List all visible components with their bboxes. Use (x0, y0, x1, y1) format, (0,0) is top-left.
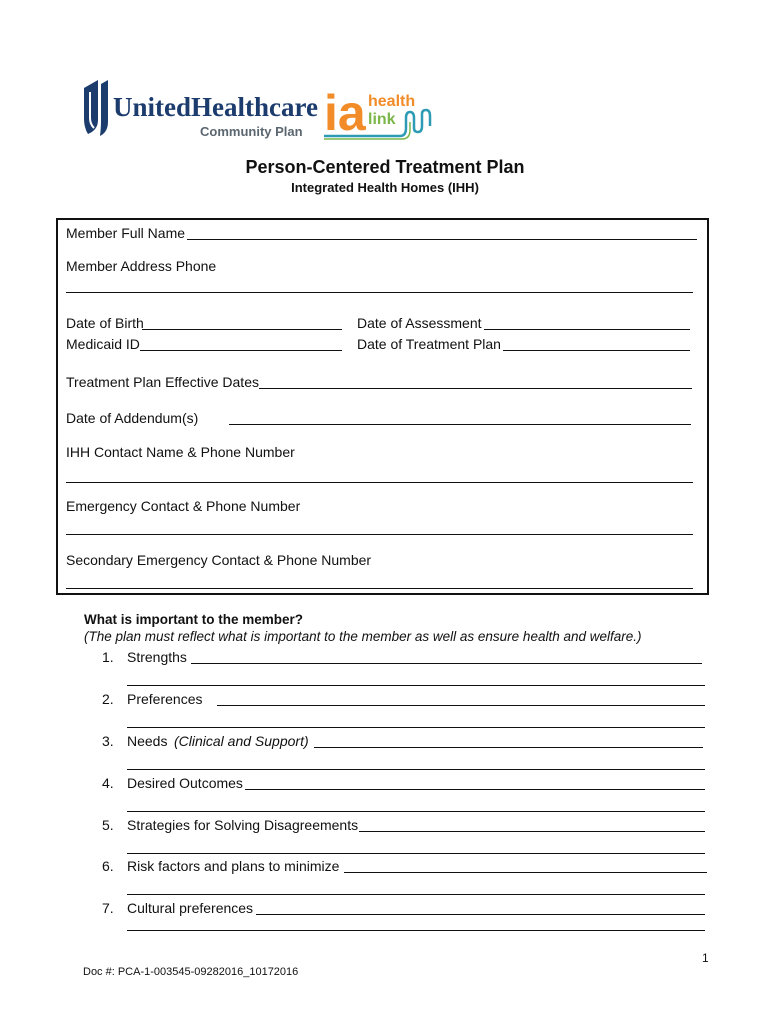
page-title: Person-Centered Treatment Plan (245, 157, 525, 177)
member-info-box (56, 218, 709, 595)
date-of-birth-field[interactable] (142, 329, 342, 330)
item-3-field-continued[interactable] (127, 769, 705, 770)
item-2-field-continued[interactable] (127, 727, 705, 728)
ia-mark: ia (324, 85, 366, 140)
item-7-field-continued[interactable] (127, 930, 705, 931)
item-1-number: 1. (102, 649, 114, 665)
item-2-number: 2. (102, 691, 114, 707)
date-of-assessment-field[interactable] (484, 329, 690, 330)
item-3-label: Needs (127, 733, 168, 749)
item-3-qualifier: (Clinical and Support) (174, 733, 309, 749)
page-subtitle: Integrated Health Homes (IHH) (291, 180, 479, 195)
treatment-plan-effective-dates-label: Treatment Plan Effective Dates (66, 374, 259, 390)
page-number: 1 (702, 951, 709, 965)
item-7-label: Cultural preferences (127, 900, 254, 916)
date-of-addendum-field[interactable] (229, 424, 691, 425)
item-3-number: 3. (102, 733, 114, 749)
ihh-contact-label: IHH Contact Name & Phone Number (66, 444, 295, 460)
item-6-field[interactable] (344, 872, 707, 873)
section-heading: What is important to the member? (84, 612, 304, 627)
item-2-field[interactable] (217, 705, 705, 706)
member-address-phone-label: Member Address Phone (66, 258, 217, 274)
item-1-field-continued[interactable] (127, 685, 705, 686)
member-full-name-label: Member Full Name (66, 225, 186, 241)
member-full-name-field[interactable] (187, 239, 697, 240)
member-address-phone-field[interactable] (66, 292, 693, 293)
item-7-number: 7. (102, 900, 114, 916)
item-6-field-continued[interactable] (127, 894, 705, 895)
date-of-treatment-plan-field[interactable] (503, 350, 690, 351)
date-of-addendum-label: Date of Addendum(s) (66, 410, 199, 426)
uhc-shield-icon (84, 80, 108, 136)
item-5-label: Strategies for Solving Disagreements (127, 817, 359, 833)
date-of-birth-label: Date of Birth (66, 315, 144, 331)
ihh-contact-field[interactable] (66, 482, 693, 483)
item-4-label: Desired Outcomes (127, 775, 243, 791)
section-note: (The plan must reflect what is important to the member as well as ensure health and welfare.) (84, 629, 642, 644)
item-5-field-continued[interactable] (127, 853, 705, 854)
ia-word-link: link (368, 111, 396, 128)
emergency-contact-label: Emergency Contact & Phone Number (66, 498, 301, 514)
item-7-field[interactable] (256, 914, 705, 915)
item-2-label: Preferences (127, 691, 203, 707)
unitedhealthcare-logo (80, 78, 330, 140)
item-5-field[interactable] (359, 831, 705, 832)
ia-word-health: health (368, 93, 416, 110)
item-4-field-continued[interactable] (127, 811, 705, 812)
secondary-emergency-contact-label: Secondary Emergency Contact & Phone Number (66, 552, 372, 568)
uhc-name: UnitedHealthcare (113, 92, 318, 122)
treatment-plan-effective-dates-field[interactable] (259, 388, 692, 389)
item-3-field[interactable] (314, 747, 703, 748)
uhc-subtitle: Community Plan (200, 124, 303, 139)
date-of-assessment-label: Date of Assessment (357, 315, 482, 331)
item-4-field[interactable] (245, 789, 705, 790)
secondary-emergency-contact-field[interactable] (66, 588, 693, 589)
item-6-number: 6. (102, 858, 114, 874)
item-1-label: Strengths (127, 649, 187, 665)
emergency-contact-field[interactable] (66, 534, 693, 535)
medicaid-id-field[interactable] (140, 350, 342, 351)
medicaid-id-label: Medicaid ID (66, 336, 140, 352)
date-of-treatment-plan-label: Date of Treatment Plan (357, 336, 501, 352)
item-1-field[interactable] (191, 663, 702, 664)
item-5-number: 5. (102, 817, 114, 833)
doc-number: Doc #: PCA-1-003545-09282016_10172016 (83, 966, 299, 978)
ia-health-link-logo (322, 82, 442, 140)
item-6-label: Risk factors and plans to minimize (127, 858, 340, 874)
item-4-number: 4. (102, 775, 114, 791)
